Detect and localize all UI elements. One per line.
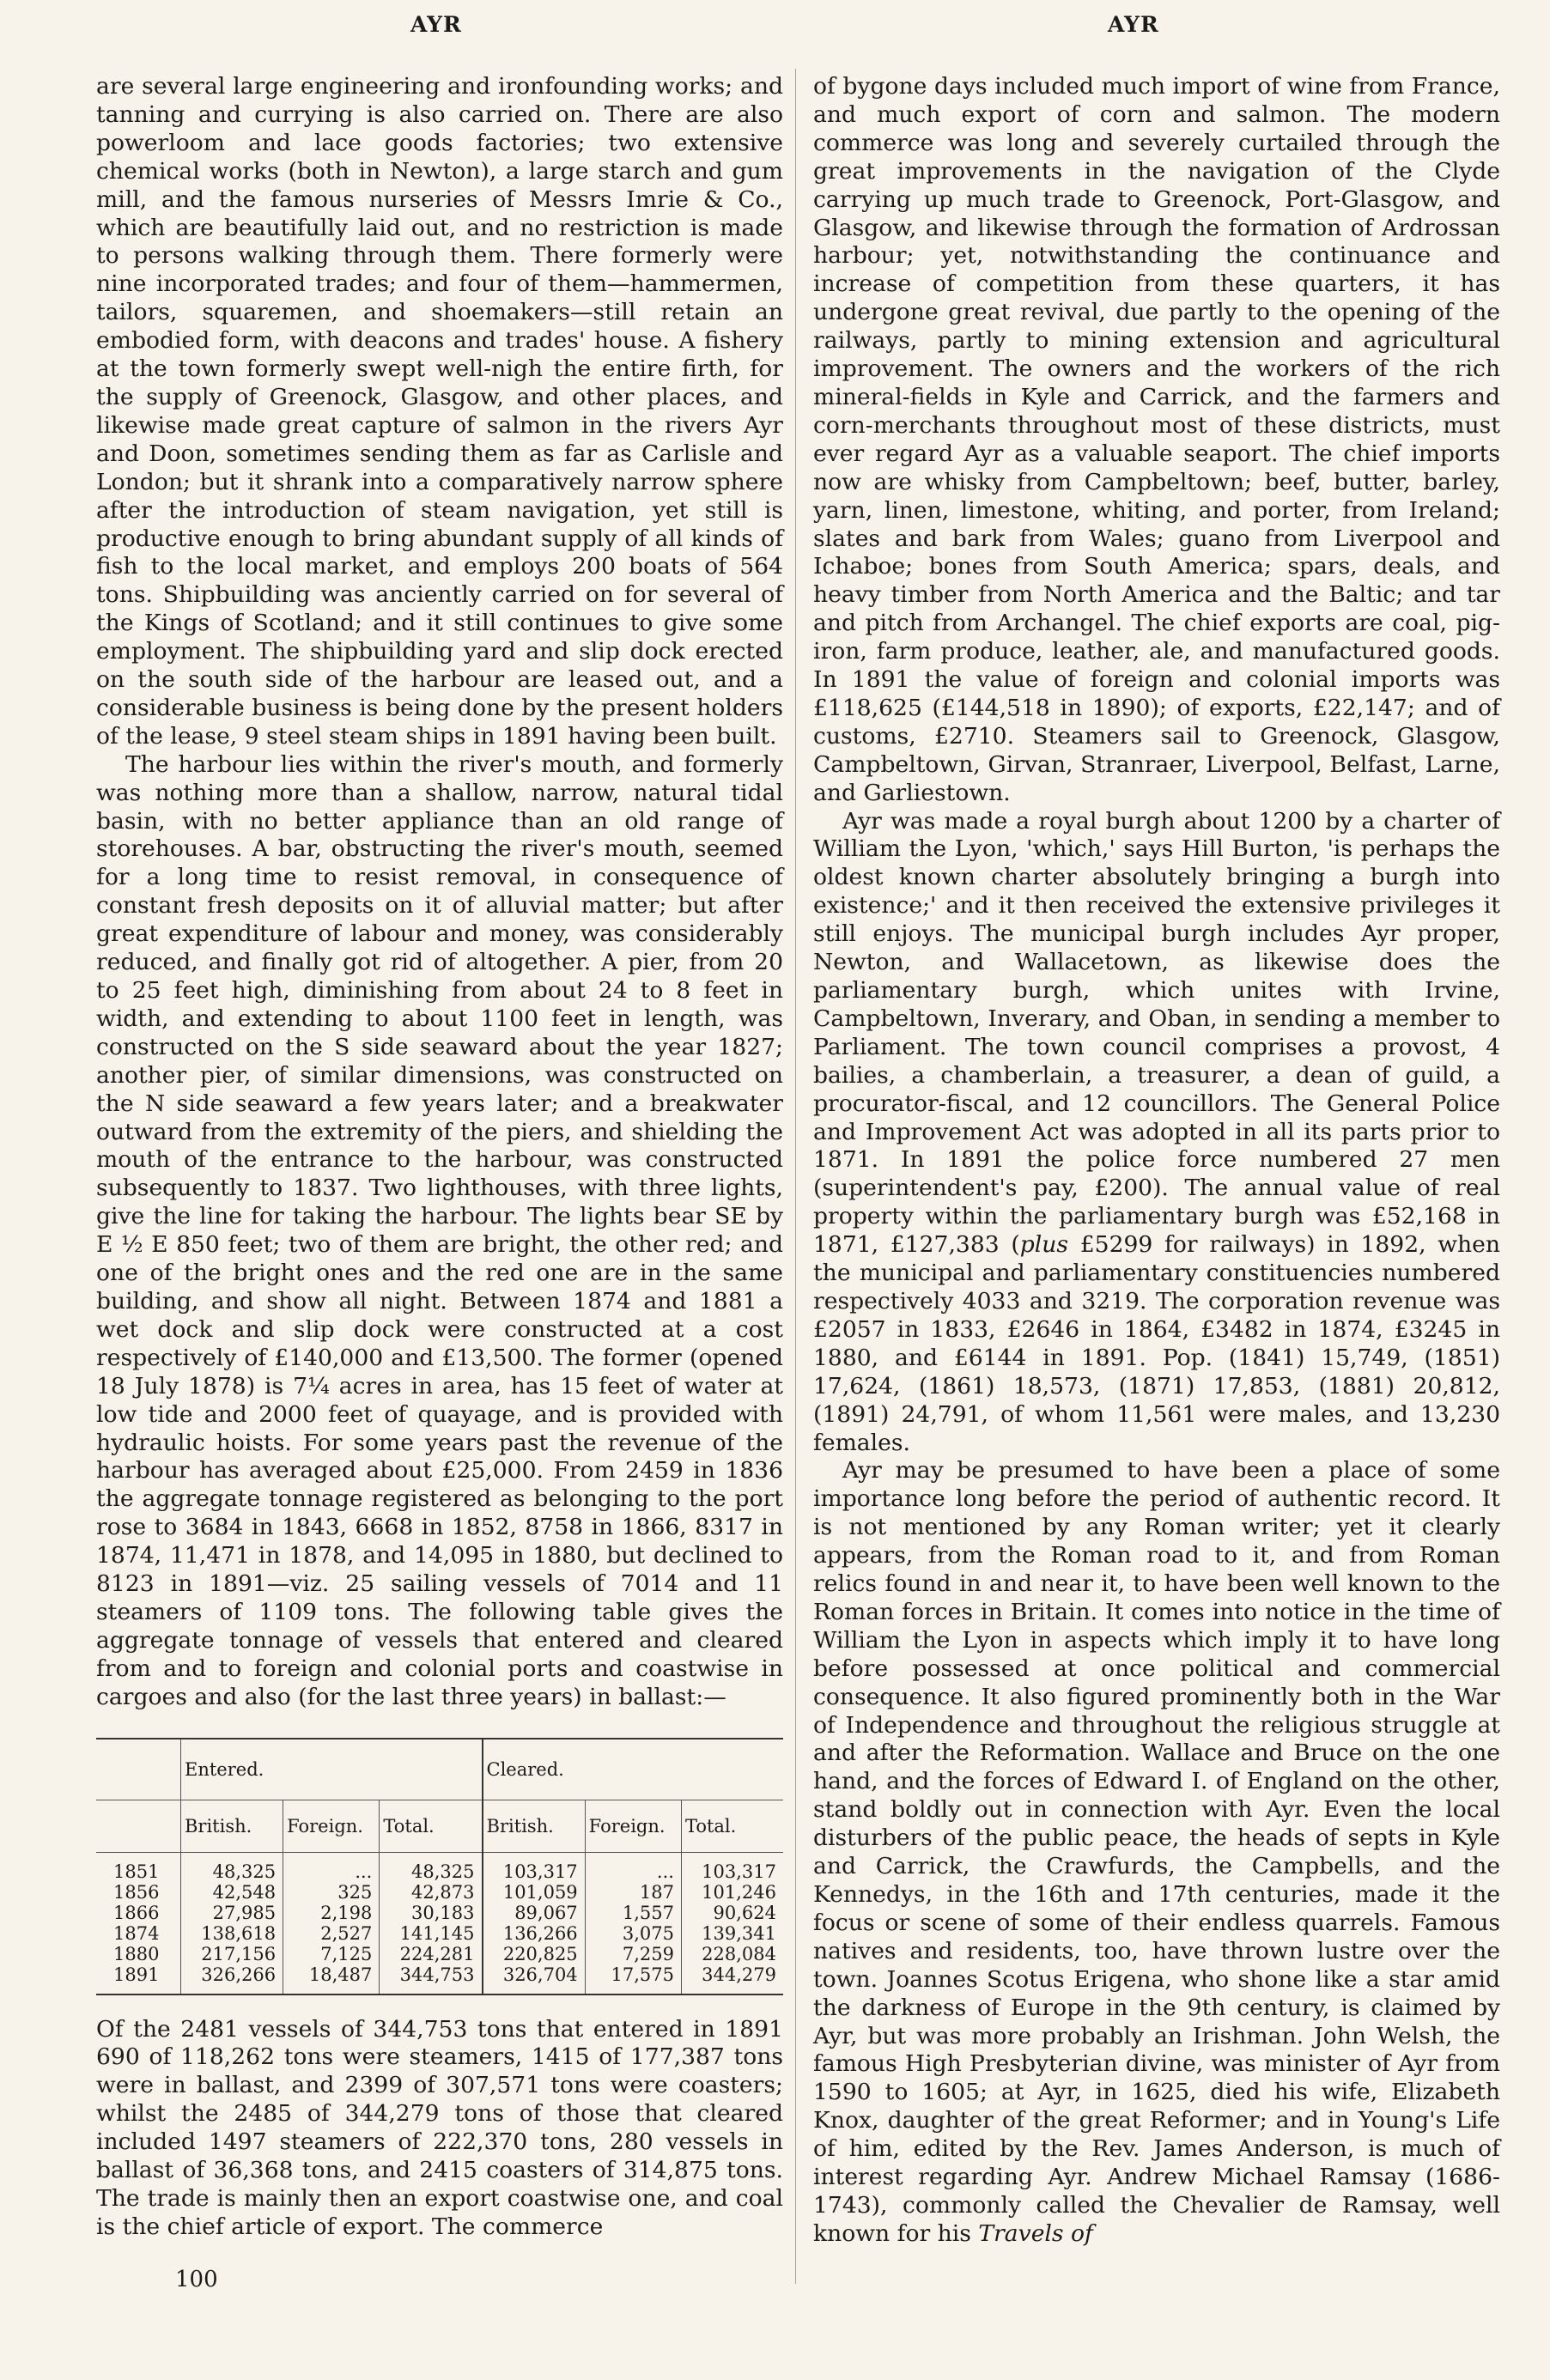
cell-entered-british: 48,325 [181, 1852, 283, 1882]
history-text: Ayr may be presumed to have been a place of some importance long before the period of authentic record. It is not mentioned by any Roman writer; yet it clearly appears, from the Roman road to it, and from Roman relics found in and near it, to have been well known to the Roman forces in Britain. It comes into notice in the time of William the Lyon in aspects which imply it to have long before possessed at once political and commercial consequence. It also figured prominently both in the War of Independence and throughout the religious struggle at and after the Reformation. Wallace and Bruce on the one hand, and the forces of Edward I. of England on the other, stand boldly out in connection with Ayr. Even the local disturbers of the public peace, the heads of septs in Kyle and Carrick, the Crawfurds, the Campbells, and the Kennedys, in the 16th and 17th centuries, made it the focus or scene of some of their endless quarrels. Famous natives and residents, too, have thrown lustre over the town. Joannes Scotus Erigena, who shone like a star amid the darkness of Europe in the 9th century, is claimed by Ayr, but was more probably an Irishman. John Welsh, the famous High Presbyterian divine, was minister of Ayr from 1590 to 1605; at Ayr, in 1625, died his wife, Elizabeth Knox, daughter of the great Reformer; and in Young's Life of him, edited by the Rev. James Anderson, is much of interest regarding Ayr. Andrew Michael Ramsay (1686-1743), commonly called the Chevalier de Ramsay, well known for his [813, 1457, 1500, 2247]
cell-cleared-total: 103,317 [681, 1852, 783, 1882]
travels-italic: Travels of [978, 2219, 1093, 2247]
paragraph-vessels: Of the 2481 vessels of 344,753 tons that entered in 1891 690 of 118,262 tons were steamers, 1415 of 177,387 tons were in ballast, and 2399 of 307,571 tons were coasters; whilst the 2485 of 344,279 tons of those that cleared included 1497 steamers of 222,370 tons, 280 vessels in ballast of 36,368 tons, and 2415 coasters of 314,875 tons. The trade is mainly then an export coastwise one, and coal is the chief article of export. The commerce [96, 2015, 783, 2240]
cell-entered-total: 48,325 [380, 1852, 483, 1882]
cell-year: 1880 [113, 1943, 160, 1964]
plus-italic: plus [1019, 1231, 1069, 1259]
table-row [96, 1852, 783, 1882]
tonnage-table-wrap [96, 1738, 783, 1995]
right-column [813, 73, 1500, 2249]
tonnage-table-body [96, 1852, 783, 1994]
cleared-foreign-header: Foreign. [585, 1800, 681, 1852]
cell-year: 1866 [113, 1902, 160, 1923]
year-subheader-spacer [96, 1800, 181, 1852]
entered-group-header: Entered. [181, 1739, 483, 1800]
cell-year: 1856 [113, 1881, 160, 1903]
cell-cleared-total: 228,084 [681, 1944, 783, 1964]
year-header-spacer [96, 1739, 181, 1800]
page-number: 100 [175, 2267, 218, 2292]
table-row [96, 1882, 783, 1903]
table-row [96, 1903, 783, 1923]
table-row [96, 1923, 783, 1944]
tonnage-table [96, 1738, 783, 1995]
cell-entered-british: 27,985 [181, 1903, 283, 1923]
cell-entered-foreign: 7,125 [283, 1944, 380, 1964]
cell-entered-foreign: 2,198 [283, 1903, 380, 1923]
left-column [96, 73, 783, 2242]
burgh-text-b: £5299 for railways) in 1892, when the municipal and parliamentary constituencies numbered respectively 4033 and 3219. The corporation revenue was £2057 in 1833, £2646 in 1864, £3482 in 1874, £3245 in 1880, and £6144 in 1891. Pop. (1841) 15,749, (1851) 17,624, (1861) 18,573, (1871) 17,853, (1881) 20,812, (1891) 24,791, of whom 11,561 were males, and 13,230 females. [813, 1231, 1501, 1456]
cell-entered-foreign: 2,527 [283, 1923, 380, 1944]
cell-entered-total: 42,873 [380, 1882, 483, 1903]
running-header-left: AYR [410, 12, 462, 37]
paragraph-industries: are several large engineering and ironfounding works; and tanning and currying is also carried on. There are also powerloom and lace goods factories; two extensive chemical works (both in Newton), a large starch and gum mill, and the famous nurseries of Messrs Imrie & Co., which are beautifully laid out, and no restriction is made to persons walking through them. There formerly were nine incorporated trades; and four of them—hammermen, tailors, squaremen, and shoemakers—still retain an embodied form, with deacons and trades' house. A fishery at the town formerly swept well-nigh the entire firth, for the supply of Greenock, Glasgow, and other places, and likewise made great capture of salmon in the rivers Ayr and Doon, sometimes sending them as far as Carlisle and London; but it shrank into a comparatively narrow sphere after the introduction of steam navigation, yet still is productive enough to bring abundant supply of all kinds of fish to the local market, and employs 200 boats of 564 tons. Shipbuilding was anciently carried on for several of the Kings of Scotland; and it still continues to give some employment. The shipbuilding yard and slip dock erected on the south side of the harbour are leased out, and a considerable business is being done by the present holders of the lease, 9 steel steam ships in 1891 having been built. [96, 73, 783, 750]
cell-cleared-total: 101,246 [681, 1882, 783, 1903]
cell-cleared-british: 101,059 [483, 1882, 586, 1903]
table-row [96, 1944, 783, 1964]
cell-cleared-british: 89,067 [483, 1903, 586, 1923]
paragraph-history [813, 1457, 1500, 2248]
cell-cleared-foreign: 3,075 [585, 1923, 681, 1944]
cell-cleared-foreign: ... [585, 1852, 681, 1882]
cell-cleared-british: 220,825 [483, 1944, 586, 1964]
cleared-british-header: British. [483, 1800, 586, 1852]
cell-entered-foreign: 325 [283, 1882, 380, 1903]
cell-entered-total: 224,281 [380, 1944, 483, 1964]
running-header-right: AYR [1108, 12, 1159, 37]
cell-entered-british: 326,266 [181, 1964, 283, 1994]
cell-entered-total: 30,183 [380, 1903, 483, 1923]
paragraph-commerce: of bygone days included much import of wine from France, and much export of corn and salmon. The modern commerce was long and severely curtailed through the great improvements in the navigation of the Clyde carrying up much trade to Greenock, Port-Glasgow, and Glasgow, and likewise through the formation of Ardrossan harbour; yet, notwithstanding the continuance and increase of competition from these quarters, it has undergone great revival, due partly to the opening of the railways, partly to mining extension and agricultural improvement. The owners and the workers of the rich mineral-fields in Kyle and Carrick, and the farmers and corn-merchants throughout most of these districts, must ever regard Ayr as a valuable seaport. The chief imports now are whisky from Campbeltown; beef, butter, barley, yarn, linen, limestone, whiting, and porter, from Ireland; slates and bark from Wales; guano from Liverpool and Ichaboe; bones from South America; spars, deals, and heavy timber from North America and the Baltic; and tar and pitch from Archangel. The chief exports are coal, pig-iron, farm produce, leather, ale, and manufactured goods. In 1891 the value of foreign and colonial imports was £118,625 (£144,518 in 1890); of exports, £22,147; and of customs, £2710. Steamers sail to Greenock, Glasgow, Campbeltown, Girvan, Stranraer, Liverpool, Belfast, Larne, and Garliestown. [813, 73, 1500, 806]
cell-entered-british: 217,156 [181, 1944, 283, 1964]
cell-cleared-british: 103,317 [483, 1852, 586, 1882]
column-divider [795, 69, 796, 2284]
cell-entered-foreign: 18,487 [283, 1964, 380, 1994]
cell-cleared-total: 139,341 [681, 1923, 783, 1944]
cell-cleared-total: 90,624 [681, 1903, 783, 1923]
cell-cleared-british: 326,704 [483, 1964, 586, 1994]
table-row [96, 1964, 783, 1994]
cell-cleared-total: 344,279 [681, 1964, 783, 1994]
cell-cleared-foreign: 1,557 [585, 1903, 681, 1923]
entered-total-header: Total. [380, 1800, 483, 1852]
cell-cleared-foreign: 17,575 [585, 1964, 681, 1994]
cell-cleared-foreign: 187 [585, 1882, 681, 1903]
paragraph-harbour: The harbour lies within the river's mouth, and formerly was nothing more than a shallow, narrow, natural tidal basin, with no better appliance than an old range of storehouses. A bar, obstructing the river's mouth, seemed for a long time to resist removal, in consequence of constant fresh deposits on it of alluvial matter; but after great expenditure of labour and money, was considerably reduced, and finally got rid of altogether. A pier, from 20 to 25 feet high, diminishing from about 24 to 8 feet in width, and extending to about 1100 feet in length, was constructed on the S side seaward about the year 1827; another pier, of similar dimensions, was constructed on the N side seaward a few years later; and a breakwater outward from the extremity of the piers, and shielding the mouth of the entrance to the harbour, was constructed subsequently to 1837. Two lighthouses, with three lights, give the line for taking the harbour. The lights bear SE by E ½ E 850 feet; two of them are bright, the other red; and one of the bright ones and the red one are in the same building, and show all night. Between 1874 and 1881 a wet dock and slip dock were constructed at a cost respectively of £140,000 and £13,500. The former (opened 18 July 1878) is 7¼ acres in area, has 15 feet of water at low tide and 2000 feet of quayage, and is provided with hydraulic hoists. For some years past the revenue of the harbour has averaged about £25,000. From 2459 in 1836 the aggregate tonnage registered as belonging to the port rose to 3684 in 1843, 6668 in 1852, 8758 in 1866, 8317 in 1874, 11,471 in 1878, and 14,095 in 1880, but declined to 8123 in 1891—viz. 25 sailing vessels of 7014 and 11 steamers of 1109 tons. The following table gives the aggregate tonnage of vessels that entered and cleared from and to foreign and colonial ports and coastwise in cargoes and also (for the last three years) in ballast:— [96, 750, 783, 1710]
cell-year: 1851 [113, 1861, 160, 1882]
entered-british-header: British. [181, 1800, 283, 1852]
cell-cleared-british: 136,266 [483, 1923, 586, 1944]
entered-foreign-header: Foreign. [283, 1800, 380, 1852]
cell-cleared-foreign: 7,259 [585, 1944, 681, 1964]
cell-entered-foreign: ... [283, 1852, 380, 1882]
cleared-group-header: Cleared. [483, 1739, 783, 1800]
cell-year: 1891 [113, 1964, 160, 1985]
cell-entered-british: 138,618 [181, 1923, 283, 1944]
burgh-text-a: Ayr was made a royal burgh about 1200 by a charter of William the Lyon, 'which,' says Hill Burton, 'is perhaps the oldest known charter absolutely bringing a burgh into existence;' and it then received the extensive privileges it still enjoys. The municipal burgh includes Ayr proper, Newton, and Wallacetown, as likewise does the parliamentary burgh, which unites with Irvine, Campbeltown, Inverary, and Oban, in sending a member to Parliament. The town council comprises a provost, 4 bailies, a chamberlain, a treasurer, a dean of guild, a procurator-fiscal, and 12 councillors. The General Police and Improvement Act was adopted in all its parts prior to 1871. In 1891 the police force numbered 27 men (superintendent's pay, £200). The annual value of real property within the parliamentary burgh was £52,168 in 1871, £127,383 ( [813, 807, 1500, 1259]
cell-year: 1874 [113, 1922, 160, 1944]
paragraph-burgh [813, 808, 1500, 1458]
cell-entered-total: 344,753 [380, 1964, 483, 1994]
cell-entered-british: 42,548 [181, 1882, 283, 1903]
cleared-total-header: Total. [681, 1800, 783, 1852]
cell-entered-total: 141,145 [380, 1923, 483, 1944]
